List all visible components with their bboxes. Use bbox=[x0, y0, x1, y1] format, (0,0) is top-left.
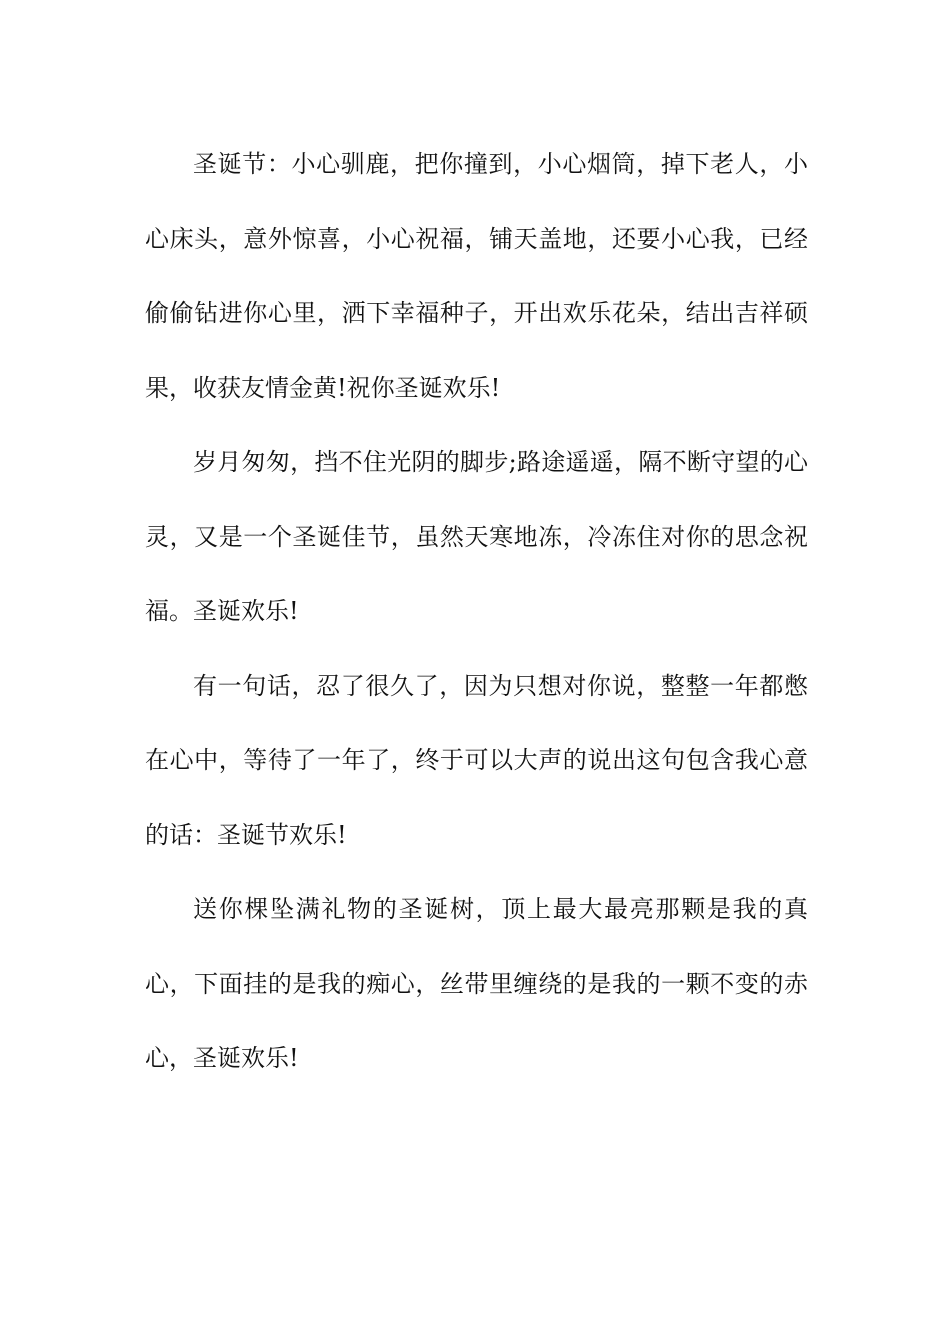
paragraph-4: 送你棵坠满礼物的圣诞树，顶上最大最亮那颗是我的真心，下面挂的是我的痴心，丝带里缠绕的是我的一颗不变的赤心，圣诞欢乐! bbox=[145, 895, 808, 1072]
paragraph-2: 岁月匆匆，挡不住光阴的脚步;路途遥遥，隔不断守望的心灵，又是一个圣诞佳节，虽然天寒地冻，冷冻住对你的思念祝福。圣诞欢乐! bbox=[145, 448, 808, 625]
document-body bbox=[145, 127, 808, 1096]
paragraph-3: 有一句话，忍了很久了，因为只想对你说，整整一年都憋在心中，等待了一年了，终于可以大声的说出这句包含我心意的话：圣诞节欢乐! bbox=[145, 671, 808, 849]
paragraph-1: 圣诞节：小心驯鹿，把你撞到，小心烟筒，掉下老人，小心床头，意外惊喜，小心祝福，铺天盖地，还要小心我，已经偷偷钻进你心里，洒下幸福种子，开出欢乐花朵，结出吉祥硕果，收获友情金黄!祝你圣诞欢乐! bbox=[145, 150, 808, 402]
